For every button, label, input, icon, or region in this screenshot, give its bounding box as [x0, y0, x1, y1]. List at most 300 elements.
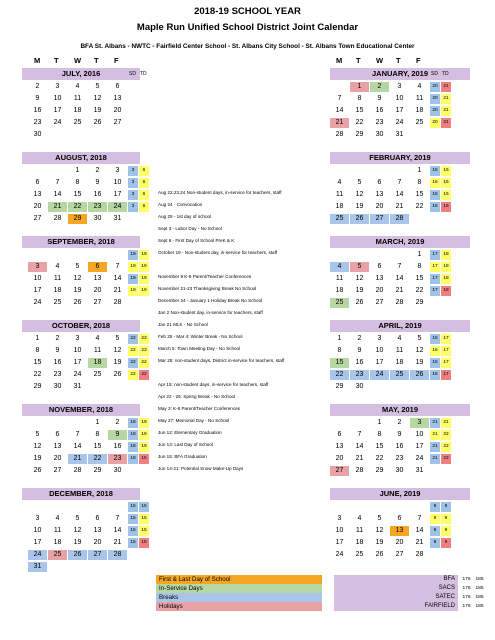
day-cell: 10 — [370, 346, 389, 356]
day-cell: 13 — [48, 442, 67, 452]
teacher-day-count: 19 — [139, 274, 149, 284]
day-cell: 12 — [68, 526, 87, 536]
day-cell: 31 — [410, 466, 429, 476]
school-day-count: 9 — [430, 538, 440, 548]
month-header — [22, 320, 140, 332]
day-cell — [410, 130, 429, 140]
day-cell: 22 — [28, 370, 47, 380]
teacher-day-count: 17 — [441, 358, 451, 368]
day-cell: 6 — [88, 262, 107, 272]
day-cell: 23 — [48, 370, 67, 380]
schools-list: BFA St. Albans - NWTC - Fairfield Center School - St. Albans City School - St. Albans Town Educational Center — [80, 43, 415, 50]
day-cell — [350, 418, 369, 428]
day-cell: 19 — [88, 106, 107, 116]
day-cell: 19 — [350, 286, 369, 296]
event-note: Jun 14-21: Potential Snow Make-Up Days — [158, 466, 244, 471]
day-cell: 18 — [48, 286, 67, 296]
day-cell: 26 — [108, 370, 127, 380]
day-cell: 24 — [370, 370, 389, 380]
day-cell: 22 — [410, 286, 429, 296]
day-cell: 12 — [350, 190, 369, 200]
day-cell: 20 — [370, 286, 389, 296]
day-cell: 2 — [390, 418, 409, 428]
month-header — [330, 404, 470, 416]
day-cell: 11 — [390, 346, 409, 356]
day-cell: 1 — [28, 334, 47, 344]
day-cell: 21 — [350, 454, 369, 464]
day-cell: 15 — [68, 190, 87, 200]
day-cell: 21 — [48, 202, 67, 212]
month-header — [22, 236, 140, 248]
day-cell: 31 — [28, 562, 47, 572]
day-cell: 9 — [370, 94, 389, 104]
day-cell: 3 — [48, 82, 67, 92]
day-cell: 1 — [370, 418, 389, 428]
student-days-total: 176 — [462, 595, 471, 600]
day-cell: 12 — [88, 94, 107, 104]
day-cell: 9 — [108, 430, 127, 440]
day-cell — [68, 418, 87, 428]
day-cell: 24 — [28, 298, 47, 308]
month-name: NOVEMBER, 2018 — [48, 405, 114, 414]
day-cell: 1 — [410, 166, 429, 176]
day-cell: 20 — [108, 106, 127, 116]
day-cell: 17 — [330, 538, 349, 548]
day-cell: 15 — [410, 190, 429, 200]
day-cell: 17 — [390, 106, 409, 116]
month-name: AUGUST, 2018 — [55, 153, 107, 162]
day-cell: 27 — [88, 298, 107, 308]
day-cell: 28 — [108, 550, 127, 560]
event-note: Aug 29 - 1st day of school — [158, 214, 212, 219]
legend-item: Breaks — [156, 593, 322, 602]
school-name: SACS — [334, 584, 458, 593]
school-name: BFA — [334, 575, 458, 584]
teacher-day-count: 15 — [139, 514, 149, 524]
day-header: F — [114, 56, 119, 65]
day-cell — [390, 250, 409, 260]
month-name: JANUARY, 2019 — [372, 69, 428, 78]
day-cell: 3 — [108, 166, 127, 176]
day-cell — [68, 562, 87, 572]
day-cell: 11 — [330, 190, 349, 200]
day-cell — [48, 250, 67, 260]
teacher-day-count: 6 — [139, 178, 149, 188]
legend-item: In-Service Days — [156, 584, 322, 593]
school-day-count: 18 — [128, 442, 138, 452]
day-cell: 23 — [108, 454, 127, 464]
teacher-day-count: 22 — [441, 454, 451, 464]
day-cell — [48, 562, 67, 572]
teacher-day-count: 17 — [441, 370, 451, 380]
day-cell: 2 — [350, 334, 369, 344]
school-day-count: 17 — [430, 262, 440, 272]
event-note: Sept 6 - First Day of School PreK & K — [158, 238, 235, 243]
day-cell: 5 — [108, 334, 127, 344]
teacher-day-count: 17 — [441, 346, 451, 356]
day-cell — [330, 82, 349, 92]
day-cell: 14 — [68, 442, 87, 452]
day-cell: 4 — [330, 262, 349, 272]
month-name: MARCH, 2019 — [375, 237, 425, 246]
teacher-day-count: 21 — [441, 118, 451, 128]
day-cell — [330, 166, 349, 176]
day-cell: 28 — [390, 298, 409, 308]
day-cell: 8 — [410, 262, 429, 272]
teacher-day-count: 21 — [441, 82, 451, 92]
day-cell: 27 — [108, 118, 127, 128]
day-cell: 30 — [108, 466, 127, 476]
teacher-day-count: 6 — [139, 202, 149, 212]
day-cell — [390, 166, 409, 176]
day-cell: 28 — [390, 214, 409, 224]
day-cell: 29 — [68, 214, 87, 224]
day-cell: 17 — [48, 106, 67, 116]
day-cell: 8 — [88, 430, 107, 440]
day-cell: 31 — [108, 214, 127, 224]
day-cell — [108, 382, 127, 392]
day-cell: 13 — [88, 274, 107, 284]
day-cell: 22 — [370, 454, 389, 464]
day-cell — [410, 502, 429, 512]
school-day-count: 21 — [430, 418, 440, 428]
day-cell: 12 — [108, 346, 127, 356]
day-cell: 28 — [410, 550, 429, 560]
day-cell: 6 — [48, 430, 67, 440]
day-cell — [410, 382, 429, 392]
day-header: T — [94, 56, 99, 65]
day-cell: 3 — [330, 514, 349, 524]
day-cell: 24 — [68, 370, 87, 380]
school-day-count: 17 — [430, 274, 440, 284]
school-day-count: 20 — [430, 106, 440, 116]
day-cell: 15 — [28, 358, 47, 368]
day-header: M — [336, 56, 343, 65]
day-cell: 29 — [28, 382, 47, 392]
school-day-count: 20 — [430, 94, 440, 104]
day-cell: 22 — [68, 202, 87, 212]
event-note: Apr 15: non-student days, in-service for teachers, staff — [158, 382, 269, 387]
day-cell: 31 — [68, 382, 87, 392]
day-cell: 26 — [350, 214, 369, 224]
day-cell: 20 — [390, 538, 409, 548]
day-cell: 11 — [350, 526, 369, 536]
day-cell: 19 — [68, 538, 87, 548]
day-cell: 12 — [28, 442, 47, 452]
event-note: May 27: Memorial Day - No School — [158, 418, 230, 423]
day-cell — [108, 130, 127, 140]
teacher-day-count: 16 — [441, 202, 451, 212]
event-note: Sept 3 - Labor Day - No School — [158, 226, 222, 231]
month-header — [22, 152, 140, 164]
day-cell: 30 — [350, 382, 369, 392]
day-cell: 29 — [330, 382, 349, 392]
day-cell — [48, 418, 67, 428]
day-cell: 19 — [28, 454, 47, 464]
day-cell: 8 — [350, 94, 369, 104]
day-header: W — [74, 56, 82, 65]
td-label: TD — [442, 71, 449, 77]
teacher-day-count: 9 — [441, 538, 451, 548]
day-cell: 18 — [330, 202, 349, 212]
school-day-count: 16 — [430, 334, 440, 344]
day-cell: 2 — [28, 82, 47, 92]
school-total-row — [334, 575, 484, 584]
event-note: Jan 2 Non-student day, in-service for teachers, staff — [158, 310, 263, 315]
day-cell: 4 — [68, 82, 87, 92]
day-cell: 10 — [330, 526, 349, 536]
day-cell — [28, 502, 47, 512]
school-name: SATEC — [334, 593, 458, 602]
sd-label: SD — [129, 71, 136, 77]
teacher-day-count: 15 — [139, 454, 149, 464]
day-cell: 16 — [370, 106, 389, 116]
school-day-count: 17 — [430, 286, 440, 296]
school-name: FAIRFIELD — [334, 602, 458, 611]
day-cell — [330, 250, 349, 260]
teacher-day-count: 19 — [139, 430, 149, 440]
school-day-count: 16 — [430, 358, 440, 368]
day-cell: 24 — [330, 550, 349, 560]
teacher-day-count: 22 — [139, 370, 149, 380]
teacher-day-count: 21 — [441, 418, 451, 428]
legend-item: First & Last Day of School — [156, 575, 322, 584]
day-cell: 29 — [410, 298, 429, 308]
teacher-day-count: 6 — [139, 166, 149, 176]
event-note: March 5: Town Meeting Day - No School — [158, 346, 241, 351]
school-day-count: 9 — [430, 514, 440, 524]
day-cell: 4 — [350, 514, 369, 524]
school-day-count: 3 — [128, 202, 138, 212]
month-name: JUNE, 2019 — [379, 489, 421, 498]
day-cell: 21 — [410, 538, 429, 548]
day-cell: 14 — [350, 442, 369, 452]
school-day-count: 16 — [430, 346, 440, 356]
day-cell: 14 — [108, 274, 127, 284]
day-cell: 3 — [28, 514, 47, 524]
day-cell: 9 — [350, 346, 369, 356]
day-cell: 20 — [370, 202, 389, 212]
day-cell — [390, 502, 409, 512]
page-subtitle: Maple Run Unified School District Joint Calendar — [136, 22, 359, 33]
day-cell: 3 — [370, 334, 389, 344]
school-day-count: 3 — [128, 190, 138, 200]
day-cell: 5 — [370, 514, 389, 524]
month-header — [330, 320, 470, 332]
month-header — [330, 152, 470, 164]
day-cell: 18 — [350, 538, 369, 548]
day-cell: 24 — [410, 454, 429, 464]
teacher-day-count: 23 — [139, 346, 149, 356]
day-cell: 27 — [330, 466, 349, 476]
event-note: November 9 K-8 Parent/Teacher Conferences — [158, 274, 252, 279]
day-cell: 21 — [108, 286, 127, 296]
day-cell: 18 — [410, 106, 429, 116]
day-cell — [410, 214, 429, 224]
day-cell: 13 — [370, 190, 389, 200]
teacher-day-count: 9 — [441, 502, 451, 512]
school-day-count: 16 — [430, 190, 440, 200]
day-cell: 11 — [410, 94, 429, 104]
day-cell: 16 — [350, 358, 369, 368]
student-days-total: 176 — [462, 577, 471, 582]
day-header: T — [54, 56, 59, 65]
month-name: SEPTEMBER, 2018 — [47, 237, 115, 246]
day-cell: 9 — [390, 430, 409, 440]
day-cell — [108, 502, 127, 512]
event-note: Apr 22 - 26: Spring Break - No School — [158, 394, 236, 399]
day-cell — [370, 250, 389, 260]
school-day-count: 20 — [430, 82, 440, 92]
event-note: Jun 12: Elementary Graduation — [158, 430, 222, 435]
day-cell — [48, 130, 67, 140]
day-cell: 24 — [48, 118, 67, 128]
teacher-day-count: 17 — [441, 334, 451, 344]
day-cell: 25 — [330, 298, 349, 308]
day-cell — [88, 382, 107, 392]
day-cell: 5 — [28, 430, 47, 440]
day-cell: 30 — [370, 130, 389, 140]
school-day-count: 3 — [128, 178, 138, 188]
school-day-count: 16 — [430, 166, 440, 176]
day-header: W — [376, 56, 384, 65]
day-cell: 7 — [108, 514, 127, 524]
day-cell: 12 — [410, 346, 429, 356]
school-day-count: 18 — [128, 418, 138, 428]
teacher-days-total: 185 — [475, 586, 484, 591]
day-cell: 17 — [370, 358, 389, 368]
day-cell: 5 — [350, 178, 369, 188]
legend-item: Holidays — [156, 602, 322, 611]
teacher-day-count: 21 — [441, 94, 451, 104]
teacher-day-count: 18 — [441, 274, 451, 284]
day-cell: 27 — [88, 550, 107, 560]
day-cell — [88, 250, 107, 260]
day-cell: 16 — [28, 106, 47, 116]
day-cell: 4 — [48, 514, 67, 524]
day-cell: 22 — [330, 370, 349, 380]
day-cell: 18 — [330, 286, 349, 296]
day-cell: 23 — [88, 202, 107, 212]
day-cell: 29 — [370, 466, 389, 476]
day-cell: 7 — [330, 94, 349, 104]
day-cell: 8 — [330, 346, 349, 356]
day-cell: 18 — [88, 358, 107, 368]
day-cell: 17 — [108, 190, 127, 200]
day-cell: 30 — [88, 214, 107, 224]
day-cell: 22 — [88, 454, 107, 464]
day-cell: 26 — [68, 550, 87, 560]
day-cell: 4 — [330, 178, 349, 188]
event-note: Mar 25: non-student days, District in-service for teachers, staff — [158, 358, 285, 363]
event-note: Aug 24 - Convocation — [158, 202, 203, 207]
day-cell: 11 — [330, 274, 349, 284]
teacher-day-count: 22 — [441, 430, 451, 440]
day-cell: 27 — [370, 298, 389, 308]
teacher-day-count: 16 — [441, 178, 451, 188]
school-day-count: 15 — [128, 502, 138, 512]
day-cell: 10 — [108, 178, 127, 188]
day-cell: 21 — [390, 202, 409, 212]
school-total-row — [334, 584, 484, 593]
day-cell: 5 — [68, 514, 87, 524]
day-cell: 30 — [48, 382, 67, 392]
day-cell: 13 — [108, 94, 127, 104]
day-cell: 23 — [370, 118, 389, 128]
day-cell: 2 — [88, 166, 107, 176]
school-day-count: 22 — [128, 334, 138, 344]
day-cell: 18 — [48, 538, 67, 548]
month-name: DECEMBER, 2018 — [49, 489, 113, 498]
day-cell: 20 — [28, 202, 47, 212]
day-cell: 7 — [68, 430, 87, 440]
day-cell: 21 — [330, 118, 349, 128]
day-cell: 2 — [108, 418, 127, 428]
day-cell: 14 — [390, 274, 409, 284]
event-note — [156, 368, 322, 378]
school-day-count: 15 — [128, 526, 138, 536]
day-cell — [370, 382, 389, 392]
teacher-day-count: 22 — [441, 442, 451, 452]
day-cell: 14 — [330, 106, 349, 116]
day-cell: 11 — [48, 526, 67, 536]
day-cell: 31 — [390, 130, 409, 140]
month-header — [22, 488, 140, 500]
day-cell: 8 — [68, 178, 87, 188]
day-cell: 16 — [88, 190, 107, 200]
month-name: MAY, 2019 — [382, 405, 418, 414]
month-name: FEBRUARY, 2019 — [369, 153, 431, 162]
day-cell: 29 — [350, 130, 369, 140]
teacher-day-count: 15 — [139, 538, 149, 548]
teacher-day-count: 16 — [441, 166, 451, 176]
day-cell: 27 — [390, 550, 409, 560]
day-cell: 20 — [88, 538, 107, 548]
day-cell: 26 — [68, 298, 87, 308]
day-cell — [108, 250, 127, 260]
day-cell: 1 — [68, 166, 87, 176]
day-cell: 25 — [330, 214, 349, 224]
day-cell: 2 — [48, 334, 67, 344]
event-note: Jan 21 MLK - No School — [158, 322, 208, 327]
day-cell: 24 — [28, 550, 47, 560]
day-cell: 6 — [390, 514, 409, 524]
day-cell: 21 — [108, 538, 127, 548]
day-cell: 1 — [350, 82, 369, 92]
day-cell: 6 — [28, 178, 47, 188]
day-cell: 5 — [410, 334, 429, 344]
day-cell: 23 — [28, 118, 47, 128]
month-header — [330, 236, 470, 248]
day-cell: 6 — [330, 430, 349, 440]
month-header — [330, 488, 470, 500]
day-cell: 20 — [330, 454, 349, 464]
day-cell: 25 — [88, 370, 107, 380]
day-header: F — [416, 56, 421, 65]
day-cell: 4 — [48, 262, 67, 272]
day-cell: 4 — [88, 334, 107, 344]
event-note: May 3: K-8 Parent/Teacher Conferences — [158, 406, 240, 411]
school-day-count: 19 — [128, 250, 138, 260]
school-day-count: 19 — [128, 262, 138, 272]
day-cell: 15 — [370, 442, 389, 452]
teacher-day-count: 9 — [441, 526, 451, 536]
day-cell: 3 — [410, 418, 429, 428]
event-note — [156, 260, 322, 270]
day-cell: 11 — [68, 94, 87, 104]
day-cell: 13 — [370, 274, 389, 284]
school-day-count: 19 — [128, 286, 138, 296]
